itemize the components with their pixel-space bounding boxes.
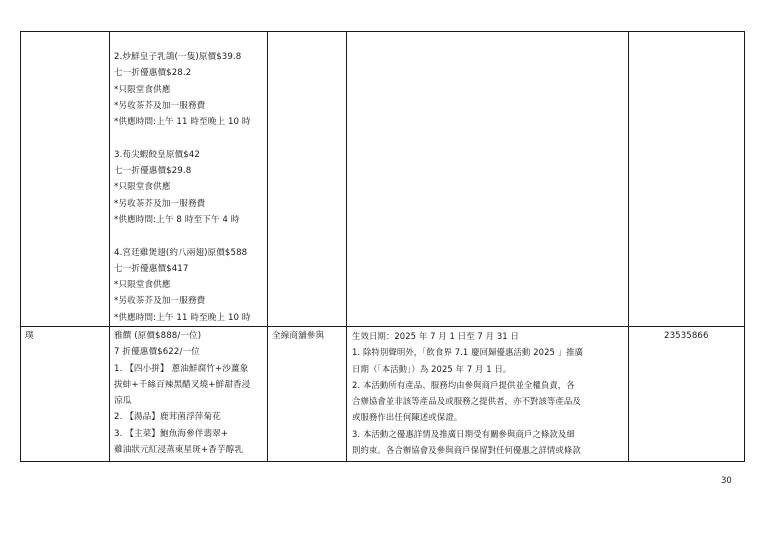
offer-line: 7 折優惠價$622/一位 bbox=[114, 347, 200, 358]
page-number: 30 bbox=[721, 476, 732, 486]
offer-line: 1. 【四小拼】 蔥油鮮腐竹+沙薑象 bbox=[114, 363, 249, 374]
offer-line: *只限堂食供應 bbox=[114, 280, 171, 291]
offer-line: 涼瓜 bbox=[114, 396, 132, 407]
offer-line: 3.荀尖蝦餃皇原價$42 bbox=[114, 149, 200, 160]
previous-offer-cell bbox=[114, 49, 251, 326]
terms-line: 或服務作出任何陳述或保證。 bbox=[352, 412, 463, 423]
offer-line: *供應時間:上午 11 時至晚上 10 時 bbox=[114, 312, 251, 323]
offer-line: 3. 【主菜】鮑魚海參伴翡翠+ bbox=[114, 428, 229, 439]
offer-line: 雅饌 (原價$888/一位) bbox=[114, 331, 202, 341]
terms-line: 則約束。各合辦協會及參與商戶保留對任何優惠之詳情或條款 bbox=[352, 445, 581, 456]
current-offer-cell bbox=[114, 328, 250, 458]
terms-line: 日期（「本活動」）為 2025 年 7 月 1 日。 bbox=[352, 363, 512, 374]
phone-number: 23535866 bbox=[664, 331, 709, 341]
offer-line: 七一折優惠價$29.8 bbox=[114, 166, 192, 177]
offer-line: *另收茶芥及加一服務費 bbox=[114, 296, 206, 307]
offer-line: 拔蚌+千絲百辣黑醋叉燒+鮮甜香浸 bbox=[114, 379, 251, 390]
offer-line: *供應時間:上午 8 時至下午 4 時 bbox=[114, 214, 240, 225]
offer-line: 雞油狀元紅浸蒸東星斑+香芋醇乳 bbox=[114, 445, 244, 456]
offer-line: *另收茶芥及加一服務費 bbox=[114, 198, 206, 209]
terms-cell bbox=[352, 328, 583, 458]
offer-line: *另收茶芥及加一服務費 bbox=[114, 100, 206, 111]
terms-line: 合辦協會並非該等產品及或服務之提供者，亦不對該等產品及 bbox=[352, 396, 581, 407]
offer-line bbox=[114, 130, 251, 146]
offer-line: *只限堂食供應 bbox=[114, 84, 171, 95]
offer-line: 七一折優惠價$28.2 bbox=[114, 68, 192, 79]
terms-line: 3. 本活動之優惠詳情及推廣日期受有關參與商戶之條款及細 bbox=[352, 428, 575, 439]
offer-line bbox=[114, 228, 251, 244]
offer-line: 2. 【湯品】鹿茸菌浮萍菊花 bbox=[114, 412, 221, 423]
terms-line: 1. 除特別聲明外，「飲食界 7.1 慶回歸優惠活動 2025 」推廣 bbox=[352, 347, 584, 358]
branch-participation: 全線商舖參與 bbox=[272, 331, 325, 341]
merchant-name: 璞 bbox=[25, 331, 34, 341]
terms-line: 生效日期：2025 年 7 月 1 日至 7 月 31 日 bbox=[352, 331, 519, 341]
terms-line: 2. 本活動所有產品、服務均由參與商戶提供並全權負責，各 bbox=[352, 379, 575, 390]
offer-line: *只限堂食供應 bbox=[114, 182, 171, 193]
offer-line: *供應時間:上午 11 時至晚上 10 時 bbox=[114, 117, 251, 128]
offer-line: 4.宮廷雞煲翅(約八兩翅)原價$588 bbox=[114, 247, 248, 258]
offer-line: 2.炒鮮皇子乳鴿(一隻)原價$39.8 bbox=[114, 52, 242, 62]
offer-line: 七一折優惠價$417 bbox=[114, 263, 189, 274]
